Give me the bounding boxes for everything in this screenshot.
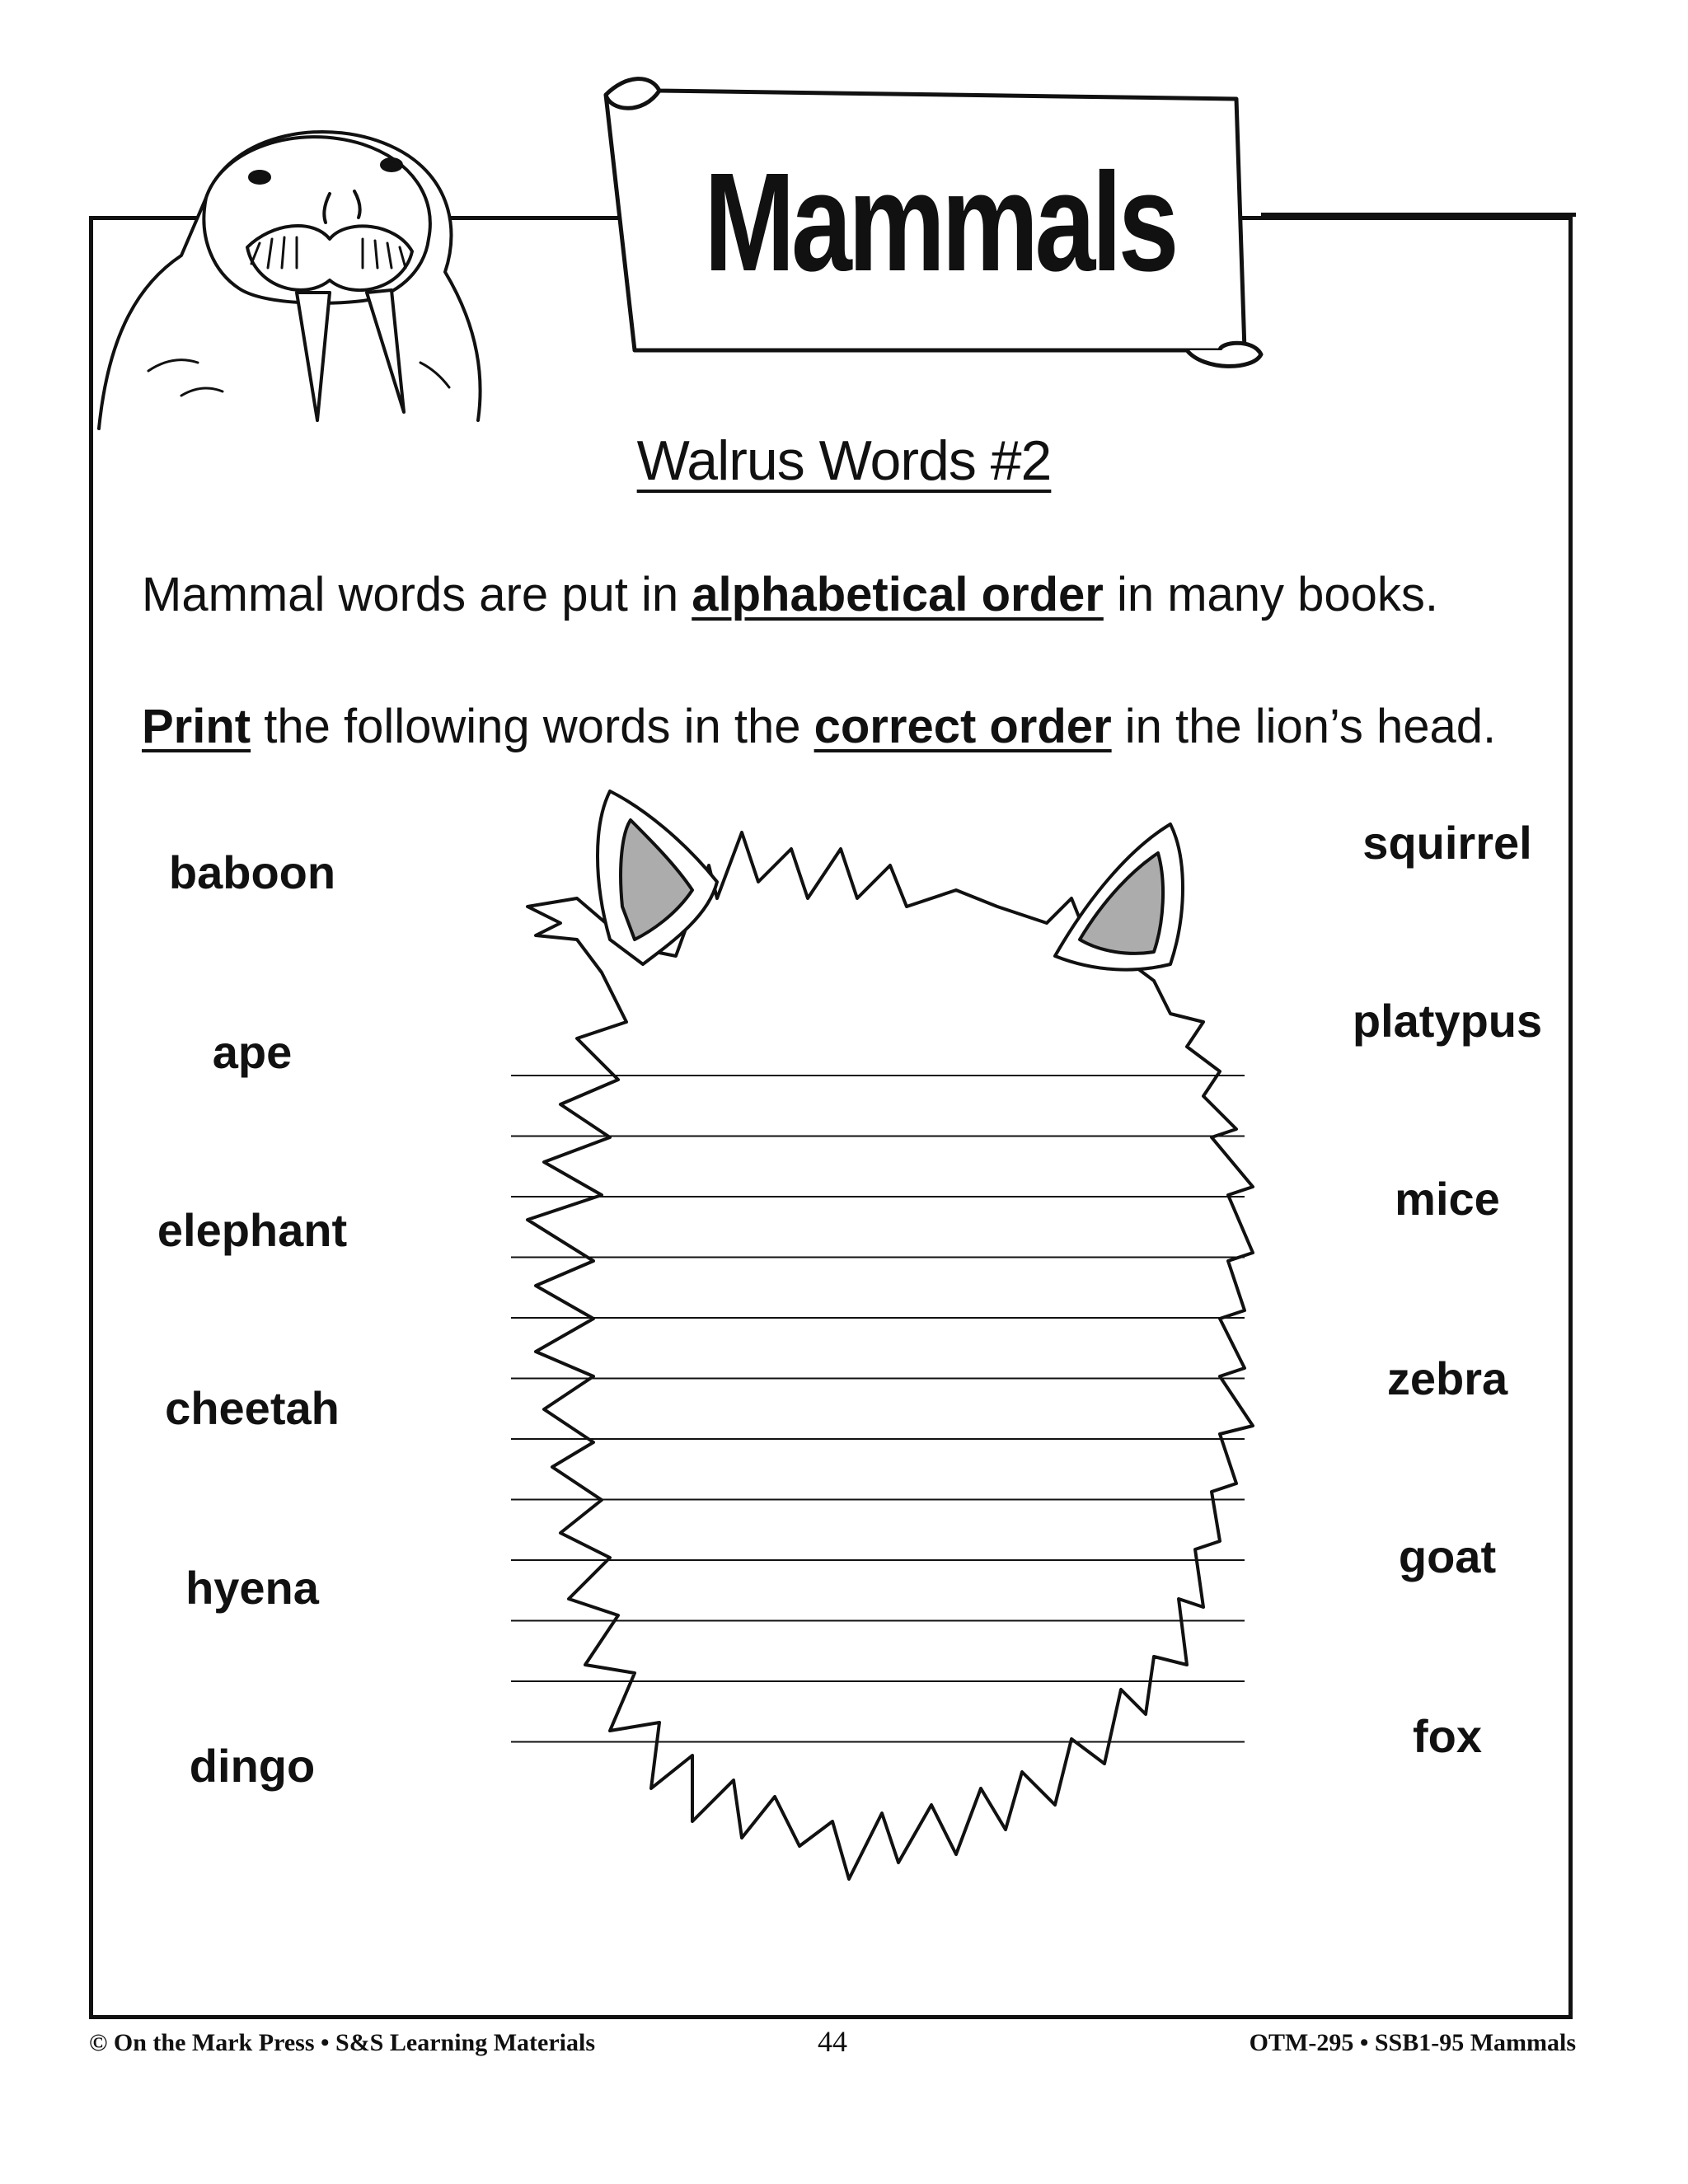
para2-text-a: the following words in the [251,700,814,753]
word-baboon: baboon [168,846,336,898]
word-zebra: zebra [1386,1352,1508,1404]
subtitle-text: Walrus Words #2 [636,429,1052,492]
instruction-paragraph-1 [142,565,1526,625]
footer-copyright: © On the Mark Press • S&S Learning Materials [89,2029,595,2056]
para1-emphasis: alphabetical order [692,568,1104,621]
word-elephant: elephant [157,1204,348,1256]
word-fox: fox [1413,1710,1482,1762]
para2-text-b: in the lion’s head. [1111,700,1497,753]
word-cheetah: cheetah [165,1382,340,1434]
word-squirrel: squirrel [1362,817,1532,869]
worksheet-subtitle [495,429,1193,493]
word-hyena: hyena [185,1562,319,1614]
instruction-paragraph-2 [142,697,1526,757]
lion-head-icon [330,775,1368,2027]
word-mice: mice [1395,1173,1500,1225]
frame-top-right [1261,213,1576,217]
footer-page-number: 44 [818,2025,847,2058]
para2-emphasis-order: correct order [814,700,1112,753]
word-goat: goat [1398,1530,1497,1582]
walrus-icon [82,99,495,437]
para1-text-a: Mammal words are put in [142,568,692,621]
word-dingo: dingo [189,1740,316,1792]
word-ape: ape [212,1026,293,1078]
page-title: Mammals [704,144,1175,301]
para1-text-b: in many books. [1103,568,1439,621]
para2-emphasis-print: Print [142,700,251,753]
word-platypus: platypus [1352,995,1543,1047]
footer-product-code: OTM-295 • SSB1-95 Mammals [1249,2029,1576,2056]
